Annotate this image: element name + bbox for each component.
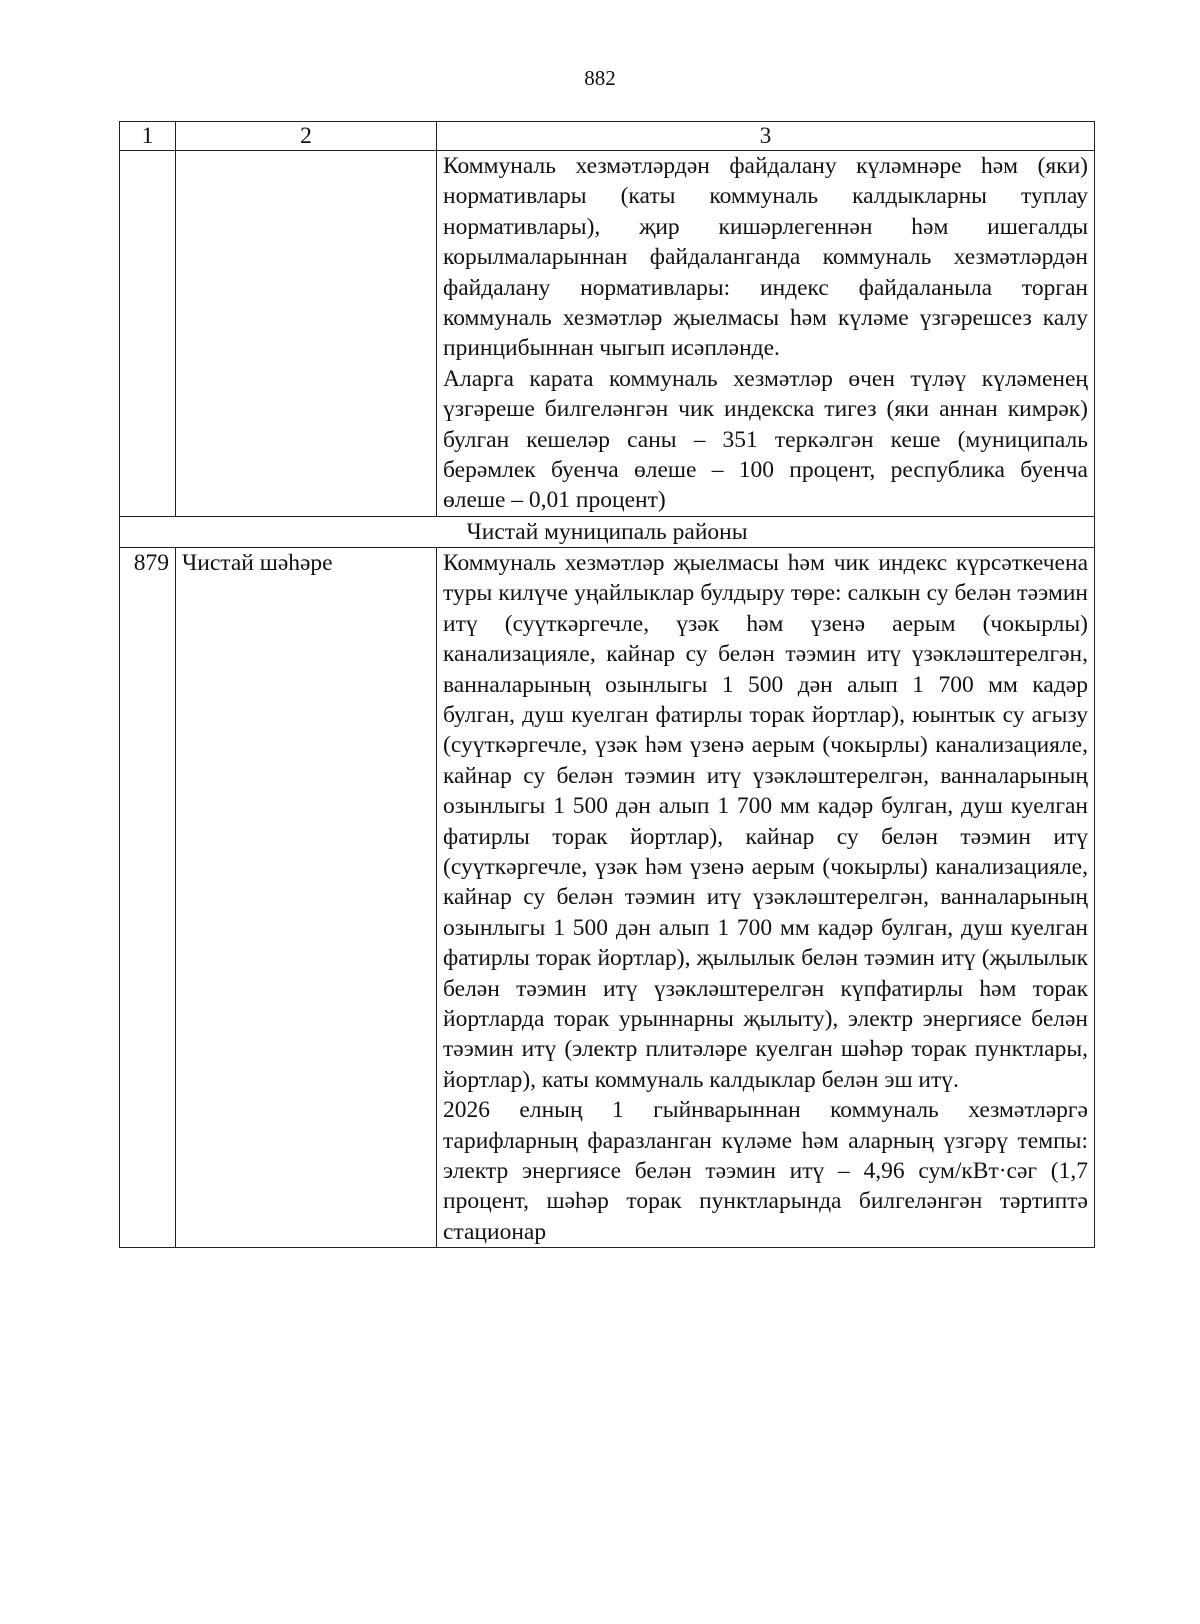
column-header-2: 2 [176, 122, 437, 151]
table-header-row [120, 122, 1095, 151]
column-header-1: 1 [120, 122, 176, 151]
row-879-paragraph-1: Коммуналь хезмәтләр җыелмасы һәм чик индекс күрсәткечена туры килүче уңайлыклар булдыру төре: салкын су белән тәэмин итү (суүткәргечле, үзәк һәм үзенә аерым (чокырлы) канализацияле, кайнар су белән тәэмин итү үзәкләштерелгән, ванналарының озынлыгы 1 500 дән алып 1 700 мм кадәр булган, душ куелган фатирлы торак йортлар), юынтык су агызу (суүткәргечле, үзәк һәм үзенә аерым (чокырлы) канализацияле, кайнар су белән тәэмин итү үзәкләштерелгән, ванналарының озынлыгы 1 500 дән алып 1 700 мм кадәр булган, душ куелган фатирлы торак йортлар), кайнар су белән тәэмин итү (суүткәргечле, үзәк һәм үзенә аерым (чокырлы) канализацияле, кайнар су белән тәэмин итү үзәкләштерелгән, ванналарының озынлыгы 1 500 дән алып 1 700 мм кадәр булган, душ куелган фатирлы торак йортлар), җылылык белән тәэмин итү (җылылык белән тәэмин итү үзәкләштерелгән күпфатирлы һәм торак йортларда торак урыннарны җылыту), электр энергиясе белән тәэмин итү (электр плитәләре куелган шәһәр торак пунктлары, йортлар), каты коммуналь калдыклар белән эш итү. [443, 549, 1088, 1093]
row-879-description-cell [437, 547, 1095, 1247]
data-table [119, 121, 1095, 1248]
row-number: 879 [120, 547, 176, 1247]
section-row [120, 516, 1095, 547]
page-number: 882 [584, 66, 616, 90]
continued-name-cell [176, 151, 437, 517]
table-row-879 [120, 547, 1095, 1247]
continued-description-cell [437, 151, 1095, 517]
column-header-3: 3 [437, 122, 1095, 151]
section-title: Чистай муниципаль районы [120, 516, 1095, 547]
continued-paragraph-1: Коммуналь хезмәтләрдән файдалану күләмнәре һәм (яки) нормативлары (каты коммуналь калдыкларны туплау нормативлары), җир кишәрлегеннән һәм ишегалды корылмаларыннан файдаланганда коммуналь хезмәтләрдән файдалану нормативлары: индекс файдаланыла торган коммуналь хезмәтләр җыелмасы һәм күләме үзгәрешсез калу принцибыннан чыгып исәпләнде. [443, 153, 1088, 362]
continued-paragraph-2: Аларга карата коммуналь хезмәтләр өчен түләү күләменең үзгәреше билгеләнгән чик индекска тигез (яки аннан кимрәк) булган кешеләр саны – 351 теркәлгән кеше (муниципаль берәмлек буенча өлеше – 100 процент, республика буенча өлеше – 0,01 процент) [443, 365, 1088, 514]
continued-number-cell [120, 151, 176, 517]
row-879-paragraph-2: 2026 елның 1 гыйнварыннан коммуналь хезмәтләргә тарифларның фаразланган күләме һәм аларның үзгәрү темпы: электр энергиясе белән тәэмин итү – 4,96 сум/кВт·сәг (1,7 процент, шәһәр торак пунктларында билгеләнгән тәртиптә стационар [443, 1097, 1088, 1245]
settlement-name: Чистай шәһәре [176, 547, 437, 1247]
table-row-continued [120, 151, 1095, 517]
